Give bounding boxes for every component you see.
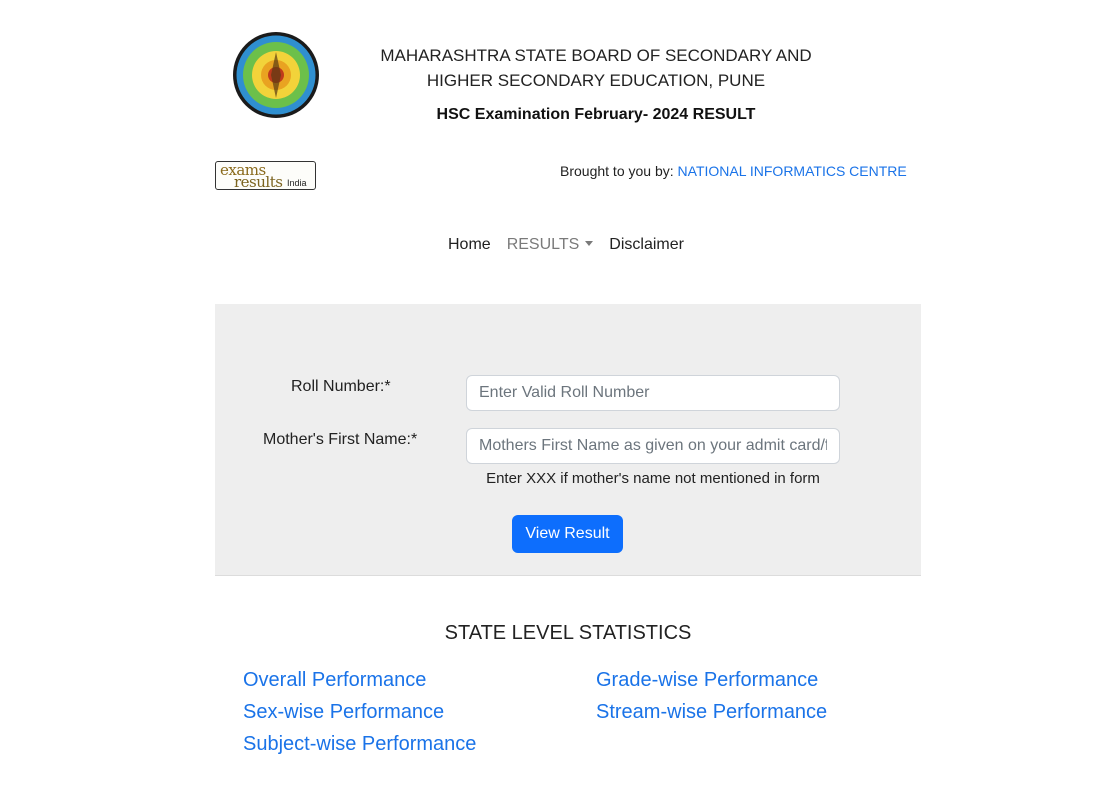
badge-word-exams: exams bbox=[220, 161, 266, 179]
exams-results-india-badge[interactable] bbox=[215, 161, 316, 190]
board-title bbox=[330, 43, 862, 93]
mother-name-input[interactable] bbox=[466, 428, 840, 464]
stream-wise-performance-link[interactable]: Stream-wise Performance bbox=[596, 701, 828, 723]
view-result-button[interactable]: View Result bbox=[512, 515, 623, 553]
grade-wise-performance-link[interactable]: Grade-wise Performance bbox=[596, 669, 819, 691]
main-nav bbox=[440, 236, 692, 256]
nav-results-dropdown[interactable] bbox=[499, 236, 602, 256]
subject-wise-performance-link[interactable]: Subject-wise Performance bbox=[243, 733, 477, 755]
caret-down-icon bbox=[585, 241, 593, 246]
credits-prefix: Brought to you by: bbox=[560, 163, 678, 179]
mother-name-label: Mother's First Name:* bbox=[263, 431, 418, 448]
board-title-line1: MAHARASHTRA STATE BOARD OF SECONDARY AND bbox=[380, 46, 812, 65]
nav-home[interactable]: Home bbox=[448, 236, 491, 253]
board-seal-logo bbox=[231, 30, 321, 120]
nic-link[interactable]: NATIONAL INFORMATICS CENTRE bbox=[677, 163, 907, 179]
sex-wise-performance-link[interactable]: Sex-wise Performance bbox=[243, 701, 445, 723]
roll-number-label: Roll Number:* bbox=[291, 378, 391, 395]
roll-number-input[interactable] bbox=[466, 375, 840, 411]
overall-performance-link[interactable]: Overall Performance bbox=[243, 669, 427, 691]
credits bbox=[560, 163, 907, 179]
exam-title: HSC Examination February- 2024 RESULT bbox=[436, 106, 756, 123]
nav-results-label: RESULTS bbox=[506, 236, 580, 253]
badge-word-india: India bbox=[287, 178, 307, 188]
board-title-line2: HIGHER SECONDARY EDUCATION, PUNE bbox=[426, 71, 766, 90]
mother-name-hint: Enter XXX if mother's name not mentioned in form bbox=[486, 470, 820, 487]
nav-disclaimer[interactable]: Disclaimer bbox=[609, 236, 684, 253]
state-statistics-heading: STATE LEVEL STATISTICS bbox=[444, 622, 692, 644]
badge-word-results: results bbox=[234, 173, 283, 190]
